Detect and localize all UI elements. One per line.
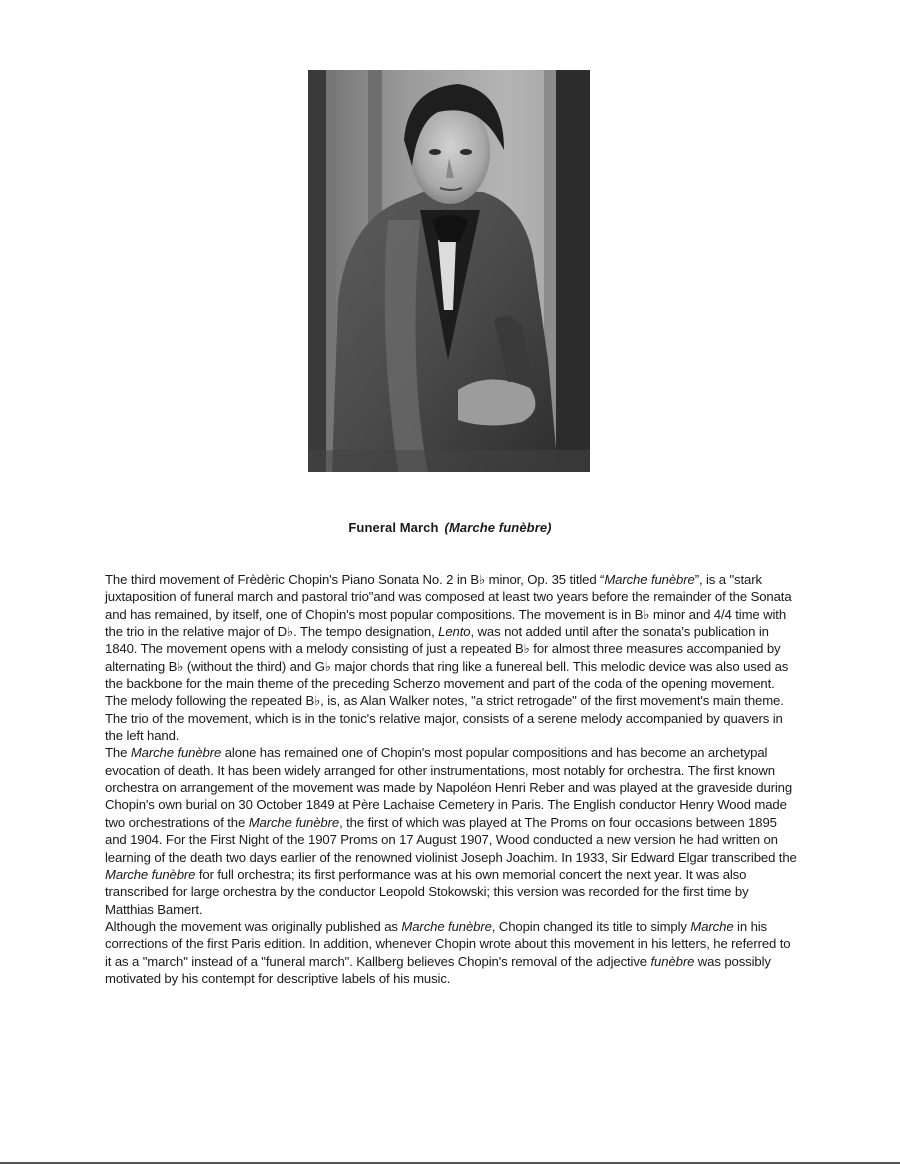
italic-text-run: Lento: [438, 624, 471, 640]
italic-text-run: Marche funèbre: [604, 572, 695, 587]
portrait-photo: [308, 70, 590, 472]
text-run: The third movement of Frèdèric Chopin's Piano Sonata No. 2 in B♭ minor, Op. 35 titled “: [105, 572, 605, 587]
italic-text-run: funèbre: [650, 953, 695, 969]
text-run: in his corrections of the first Paris edition. In addition, whenever Chopin wrote about this movement in his letters, he referred to it as a "march" instead of a "funeral march". Kallberg believes Chopin's removal of the adjective: [105, 918, 791, 969]
italic-text-run: Marche funèbre: [130, 745, 222, 761]
title-subtitle: (Marche funèbre): [444, 520, 552, 535]
paragraph: [105, 571, 797, 744]
text-run: Although the movement was originally published as: [105, 918, 402, 934]
text-run: ”, is a "stark juxtaposition of funeral march and pastoral trio"and was composed at least two years before the remainder of the Sonata and has remained, by itself, one of Chopin's most popular compositions. The movement is in B♭ minor and 4/4 time with the trio in the relative major of D♭. The tempo designation,: [105, 572, 792, 640]
section-title: [0, 520, 900, 535]
italic-text-run: Marche funèbre: [105, 866, 196, 882]
text-run: , was not added until after the sonata's publication in 1840. The movement opens with a melody consisting of just a repeated B♭ for almost three measures accompanied by alternating B♭ (without the third) and G♭ major chords that ring like a funereal bell. This melodic device was also used as the backbone for the main theme of the preceding Scherzo movement and part of the coda of the opening movement. The melody following the repeated B♭, is, as Alan Walker notes, "a strict retrogade" of the first movement's main theme. The trio of the movement, which is in the tonic's relative major, consists of a serene melody accompanied by quavers in the left hand.: [105, 624, 789, 744]
italic-text-run: Marche funèbre: [401, 918, 492, 934]
text-run: was possibly motivated by his contempt for descriptive labels of his music.: [105, 953, 771, 986]
text-run: , the first of which was played at The Proms on four occasions between 1895 and 1904. For the First Night of the 1907 Proms on 17 August 1907, Wood conducted a new version he had written on learning of the death two days earlier of the renowned violinist Joseph Joachim. In 1933, Sir Edward Elgar transcribed the: [105, 814, 797, 865]
portrait-illustration: [308, 70, 590, 472]
paragraph: [105, 918, 797, 987]
text-run: for full orchestra; its first performance was at his own memorial concert the next year. It was also transcribed for large orchestra by the conductor Leopold Stokowski; this version was recorded for the first time by Matthias Bamert.: [105, 866, 749, 917]
paragraph: [105, 744, 797, 917]
title-text: Funeral March: [348, 520, 439, 535]
text-run: The: [105, 745, 131, 761]
text-run: alone has remained one of Chopin's most popular compositions and has become an archetypal evocation of death. It has been widely arranged for other instrumentations, most notably for orchestra. The first known orchestra on arrangement of the movement was made by Napoléon Henri Reber and was played at the graveside during Chopin's own burial on 30 October 1849 at Père Lachaise Cemetery in Paris. The English conductor Henry Wood made two orchestrations of the: [105, 745, 793, 830]
italic-text-run: Marche funèbre: [248, 814, 340, 830]
body-text: [105, 571, 797, 987]
italic-text-run: Marche: [690, 918, 734, 934]
text-run: , Chopin changed its title to simply: [491, 918, 691, 934]
